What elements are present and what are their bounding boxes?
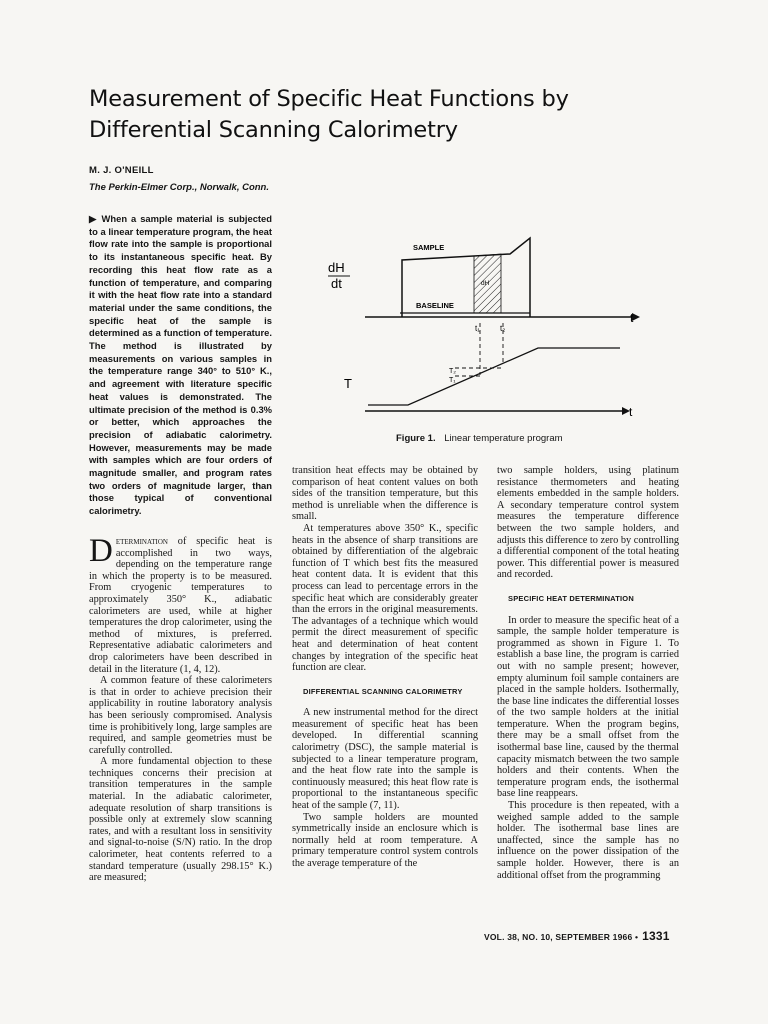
label-T2: T₂ — [449, 368, 456, 375]
abstract-text: When a sample material is subjected to a linear temperature program, the heat flow rate into the sample is proportional to its instantaneous specific heat. By recording this heat flow rate as a function of temperature, and comparing it with the heat flow rate into a standard material under the same conditions, the specific heat of the sample is determined as a function of temperature. The method is illustrated by measurements on various samples in the temperature range 340° to 510° K., and agreement with literature specific heat values is demonstrated. The ultimate precision of the method is 0.3% or better, which approaches the precision of adiabatic calorimetry. However, measurements may be made with samples which are four orders of magnitude smaller, and program rates two orders of magnitude larger, than those typical of conventional calorimetry. — [89, 213, 272, 517]
col2-paragraph-4: Two sample holders are mounted symmetrically inside an enclosure which is normally held at room temperature. A primary temperature control system controls the average temperature of the — [292, 811, 478, 869]
label-t2: t₂ — [500, 324, 506, 333]
column-2 — [292, 465, 478, 870]
page-footer — [484, 929, 670, 943]
col2-paragraph-3: A new instrumental method for the direct measurement of specific heat has been developed. In differential scanning calorimetry (DSC), the sample material is subjected to a linear temperature program, and the heat flow rate into the sample is continuously measured; this heat flow rate is proportional to the instantaneous specific heat of the sample (7, 11). — [292, 707, 478, 812]
temperature-program-line — [368, 348, 620, 405]
col1-small-caps: etermination — [115, 536, 168, 547]
author-name: M. J. O'NEILL — [89, 165, 154, 176]
col1-p1-text: of specific heat is accomplished in two ways, depending on the temperature range in which the property is to be measured. From cryogenic temperatures to approximately 350° K., adiabatic calorimeters are used, while at higher temperatures the drop calorimeter, using the method of mixtures, is preferred. Representative adiabatic calorimeters and drop calorimeters have been described in detail in the literature (1, 4, 12). — [89, 536, 272, 675]
label-sample: SAMPLE — [413, 243, 445, 252]
figure-caption-number: Figure 1. — [396, 433, 436, 444]
label-baseline: BASELINE — [416, 301, 454, 310]
figure-caption-text: Linear temperature program — [444, 433, 563, 444]
col3-paragraph-1: two sample holders, using platinum resistance thermometers and heating elements embedded in the sample holders. A secondary temperature control system measures the temperature difference between the two sample holders, and adjusts this difference to zero by controlling a differential component of the total heating power. This differential power is measured and recorded. — [497, 465, 679, 581]
column-1 — [89, 533, 272, 884]
label-dh-area: dH — [481, 280, 490, 287]
col3-paragraph-3: This procedure is then repeated, with a weighed sample added to the sample holder. The isothermal base lines are unaffected, since the sample has no influence on the power dissipation of the sample holder. However, there is an additional offset from the programming — [497, 800, 679, 881]
col3-paragraph-2: In order to measure the specific heat of a sample, the sample holder temperature is programmed as shown in Figure 1. To establish a base line, the program is carried out with no sample present; however, empty aluminum foil sample containers are placed in the sample holders. Isothermally, the base line indicates the differential losses of the two sample holders at the initial temperature. When the program begins, there may be a small offset from the isothermal base line, caused by the thermal capacity mismatch between the two sample holders and their contents. When the temperature program ends, the isothermal base line reappears. — [497, 614, 679, 800]
article-title — [89, 84, 689, 146]
col1-paragraph-1 — [89, 533, 272, 675]
author-affiliation: The Perkin-Elmer Corp., Norwalk, Conn. — [89, 182, 270, 193]
label-T: T — [344, 376, 352, 391]
column-3 — [497, 465, 679, 881]
abstract — [89, 213, 272, 518]
title-line-2: Differential Scanning Calorimetry — [89, 117, 458, 143]
label-t1: t₁ — [475, 324, 480, 333]
label-dt: dt — [331, 276, 342, 291]
abstract-marker-icon: ▶ — [89, 213, 98, 224]
label-T1: T₁ — [449, 377, 456, 384]
journal-info: VOL. 38, NO. 10, SEPTEMBER 1966 • — [484, 932, 639, 942]
section-heading-dsc: DIFFERENTIAL SCANNING CALORIMETRY — [303, 686, 463, 696]
title-line-1: Measurement of Specific Heat Functions by — [89, 86, 569, 112]
col1-paragraph-2: A common feature of these calorimeters is that in order to achieve precision their applicability in routine laboratory analysis has been seriously compromised. Analysis time is prohibitively long, large samples are required, and sample geometries must be carefully controlled. — [89, 675, 272, 756]
section-heading-specific-heat: SPECIFIC HEAT DETERMINATION — [508, 593, 634, 603]
figure-caption — [396, 433, 563, 444]
label-t-bottom: t — [629, 405, 633, 419]
label-dh: dH — [328, 260, 345, 275]
drop-cap: D — [89, 533, 113, 569]
page-number: 1331 — [642, 929, 670, 943]
figure-1-diagram — [320, 210, 650, 460]
col2-paragraph-2: At temperatures above 350° K., specific heats in the absence of sharp transitions are obtained by differentiation of the algebraic function of T which best fits the measured heat content data. It is evident that this process can lead to percentage errors in the specific heat which are considerably greater than the errors in the original measurements. The advantages of a technique which would permit the direct measurement of specific heat and determination of heat content changes by integration of the specific heat function are clear. — [292, 522, 478, 674]
col2-paragraph-1: transition heat effects may be obtained by comparison of heat content values on both sides of the transition temperature, but this method is unreliable when the difference is small. — [292, 465, 478, 523]
label-t-top: t — [630, 311, 634, 325]
col1-paragraph-3: A more fundamental objection to these techniques concerns their precision at transition temperatures in the sample material. In the adiabatic calorimeter, adequate resolution of sharp transitions is possible only at extremely slow scanning rates, and with a resultant loss in sensitivity and signal-to-noise (S/N) ratio. In the drop calorimeter, heat contents referred to a standard temperature (usually 298.15° K.) are measured; — [89, 756, 272, 884]
